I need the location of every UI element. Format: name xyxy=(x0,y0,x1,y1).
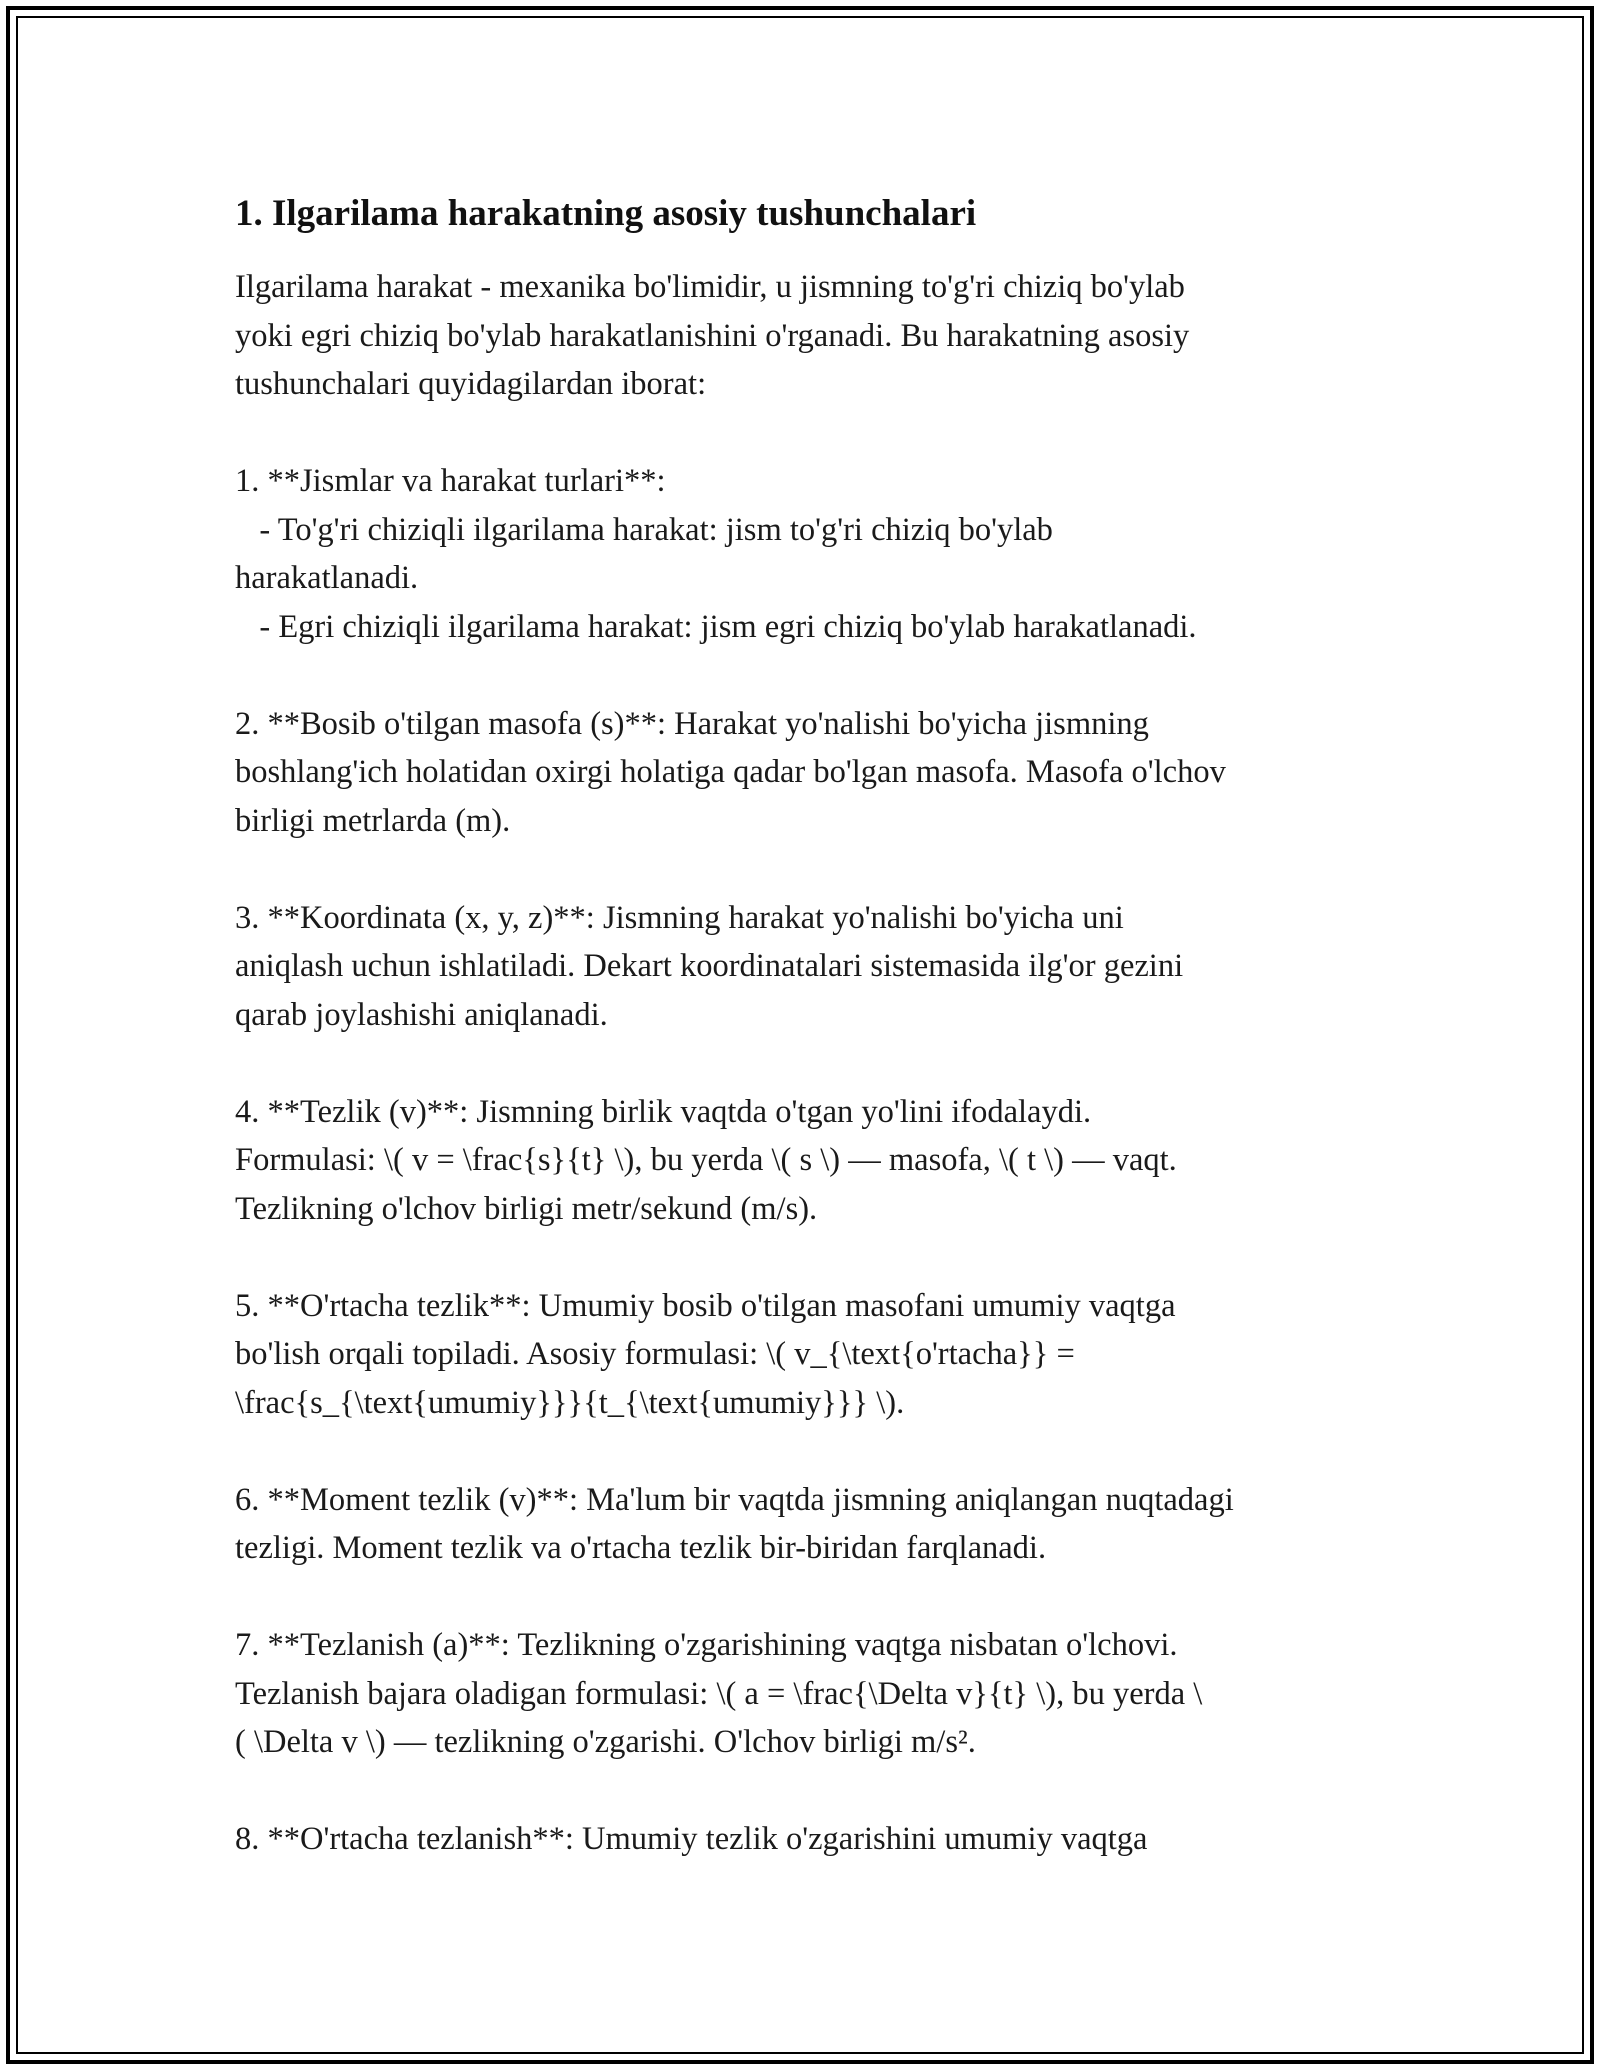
list-item xyxy=(235,1476,1385,1573)
list-item-line: \frac{s_{\text{umumiy}}}{t_{\text{umumiy}}} \). xyxy=(235,1384,905,1421)
list-item xyxy=(235,1282,1385,1428)
section-heading: 1. Ilgarilama harakatning asosiy tushunchalari xyxy=(235,193,977,234)
list-item-line: 2. **Bosib o'tilgan masofa (s)**: Harakat yo'nalishi bo'yicha jismning xyxy=(235,705,1149,742)
list-item-line: - To'g'ri chiziqli ilgarilama harakat: jism to'g'ri chiziq bo'ylab xyxy=(235,511,1053,548)
list-item xyxy=(235,457,1385,651)
list-item-line: Formulasi: \( v = \frac{s}{t} \), bu yerda \( s \) — masofa, \( t \) — vaqt. xyxy=(235,1142,1177,1178)
list-item-line: 7. **Tezlanish (a)**: Tezlikning o'zgarishining vaqtga nisbatan o'lchovi. xyxy=(235,1627,1178,1663)
list-item-line: harakatlanadi. xyxy=(235,560,419,596)
list-item xyxy=(235,1815,1385,1864)
list-item-line: 4. **Tezlik (v)**: Jismning birlik vaqtda o'tgan yo'lini ifodalaydi. xyxy=(235,1093,1092,1130)
list-item-line: boshlang'ich holatidan oxirgi holatiga qadar bo'lgan masofa. Masofa o'lchov xyxy=(235,754,1226,790)
list-item-line: ( \Delta v \) — tezlikning o'zgarishi. O'lchov birligi m/s². xyxy=(235,1724,976,1760)
list-item xyxy=(235,1088,1385,1234)
paragraph-gap xyxy=(235,1427,1385,1476)
paragraph-gap xyxy=(235,1767,1385,1816)
list-item xyxy=(235,894,1385,1040)
paragraph-gap xyxy=(235,1573,1385,1622)
list-item-line: 6. **Moment tezlik (v)**: Ma'lum bir vaqtda jismning aniqlangan nuqtadagi xyxy=(235,1481,1234,1518)
paragraph-gap xyxy=(235,651,1385,700)
list-item-line: 8. **O'rtacha tezlanish**: Umumiy tezlik o'zgarishini umumiy vaqtga xyxy=(235,1821,1148,1857)
list-item-line: bo'lish orqali topiladi. Asosiy formulasi: \( v_{\text{o'rtacha}} = xyxy=(235,1336,1075,1372)
list-item xyxy=(235,700,1385,846)
list-item xyxy=(235,1621,1385,1767)
list-item-line: birligi metrlarda (m). xyxy=(235,802,511,839)
list-item-line: - Egri chiziqli ilgarilama harakat: jism egri chiziq bo'ylab harakatlanadi. xyxy=(235,608,1197,645)
items-list xyxy=(235,409,1385,1864)
list-item-line: 3. **Koordinata (x, y, z)**: Jismning harakat yo'nalishi bo'yicha uni xyxy=(235,899,1124,936)
list-item-line: qarab joylashishi aniqlanadi. xyxy=(235,996,608,1033)
list-item-line: Tezlanish bajara oladigan formulasi: \( a = \frac{\Delta v}{t} \), bu yerda \ xyxy=(235,1675,1203,1712)
paragraph-gap xyxy=(235,409,1385,458)
paragraph-gap xyxy=(235,845,1385,894)
list-item-line: 1. **Jismlar va harakat turlari**: xyxy=(235,463,666,499)
paragraph-gap xyxy=(235,1233,1385,1282)
list-item-line: tezligi. Moment tezlik va o'rtacha tezlik bir-biridan farqlanadi. xyxy=(235,1530,1047,1566)
paragraph-gap xyxy=(235,1039,1385,1088)
document-body xyxy=(235,190,1385,1864)
intro-paragraph: Ilgarilama harakat - mexanika bo'limidir, u jismning to'g'ri chiziq bo'ylab yoki egri chiziq bo'ylab harakatlanishini o'rganadi. Bu harakatning asosiy tushunchalari quyidagilardan iborat: xyxy=(235,269,1190,402)
list-item-line: Tezlikning o'lchov birligi metr/sekund (m/s). xyxy=(235,1190,818,1227)
list-item-line: aniqlash uchun ishlatiladi. Dekart koordinatalari sistemasida ilg'or gezini xyxy=(235,948,1184,984)
list-item-line: 5. **O'rtacha tezlik**: Umumiy bosib o'tilgan masofani umumiy vaqtga xyxy=(235,1287,1176,1324)
